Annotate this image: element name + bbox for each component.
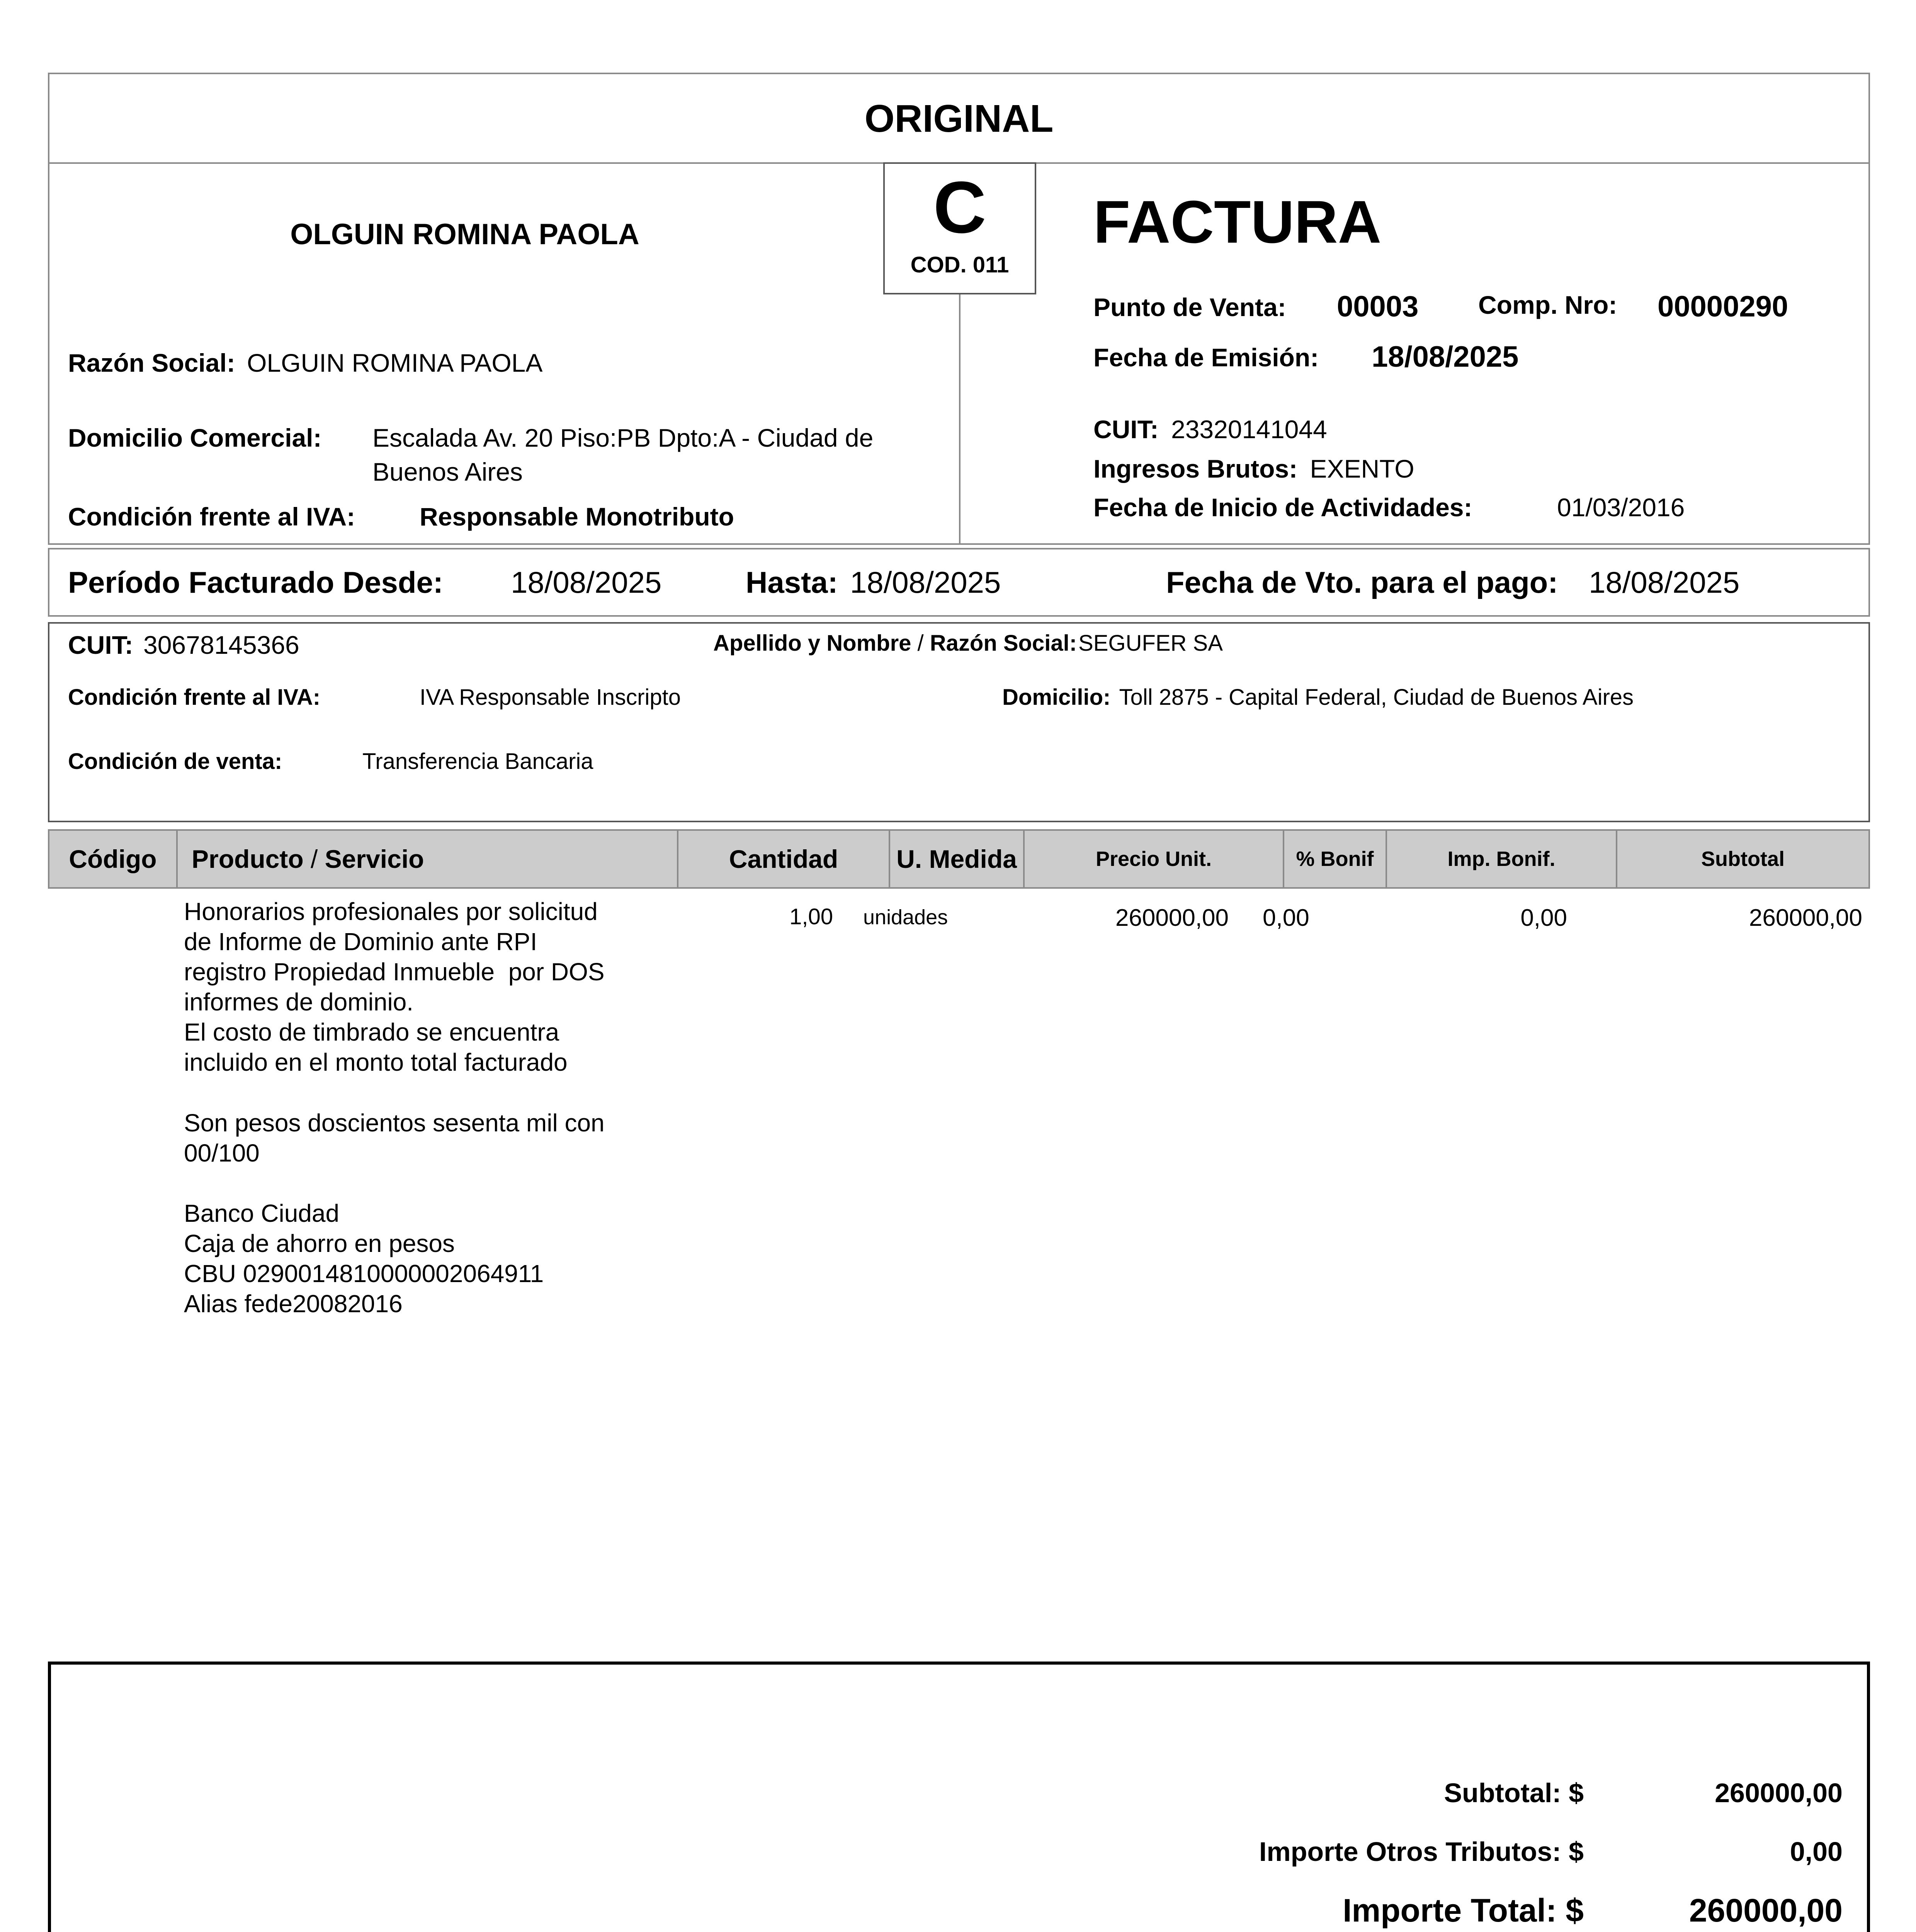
row-subtotal: 260000,00 <box>1749 905 1862 931</box>
col-codigo-label: Código <box>69 845 157 873</box>
col-bonif-pct-label: % Bonif <box>1296 847 1374 871</box>
condicion-venta-label: Condición de venta: <box>68 749 282 774</box>
issuer-iva-label: Condición frente al IVA: <box>68 502 355 531</box>
invoice-title: FACTURA <box>1093 189 1382 256</box>
importe-total-label: Importe Total: $ <box>1343 1892 1584 1929</box>
client-cuit-value: 30678145366 <box>143 631 299 659</box>
col-medida-label: U. Medida <box>896 845 1017 873</box>
punto-venta-value: 00003 <box>1337 290 1419 323</box>
totals-box <box>48 1662 1870 1932</box>
issuer-iva-value: Responsable Monotributo <box>420 502 734 531</box>
otros-tributos-label: Importe Otros Tributos: $ <box>1259 1837 1584 1867</box>
razon-social-row <box>68 349 542 378</box>
client-domicilio-label: Domicilio: <box>1002 685 1111 710</box>
issuer-name: OLGUIN ROMINA PAOLA <box>290 218 639 251</box>
client-cuit-row <box>68 631 299 660</box>
client-iva-label: Condición frente al IVA: <box>68 685 321 710</box>
issuer-cuit-label: CUIT: <box>1093 415 1159 444</box>
client-nombre-label: Apellido y Nombre <box>713 631 911 656</box>
row-imp-bonif: 0,00 <box>1520 905 1567 931</box>
importe-total-value: 260000,00 <box>1689 1892 1843 1929</box>
domicilio-label: Domicilio Comercial: <box>68 423 322 452</box>
col-producto-label-a: Producto <box>192 845 304 873</box>
col-producto-label-b: Servicio <box>325 845 424 873</box>
subtotal-label: Subtotal: $ <box>1444 1778 1584 1808</box>
condicion-venta-value: Transferencia Bancaria <box>362 749 593 774</box>
periodo-desde-value: 18/08/2025 <box>511 565 662 599</box>
razon-social-label: Razón Social: <box>68 349 235 377</box>
ingresos-brutos-label: Ingresos Brutos: <box>1093 454 1298 483</box>
col-subtotal <box>1616 829 1870 889</box>
col-cantidad <box>677 829 890 889</box>
client-cuit-label: CUIT: <box>68 631 133 659</box>
copy-label: ORIGINAL <box>864 97 1054 140</box>
ingresos-brutos-value: EXENTO <box>1310 454 1414 483</box>
inicio-actividades-label: Fecha de Inicio de Actividades: <box>1093 493 1472 522</box>
issuer-cuit-value: 23320141044 <box>1171 415 1327 444</box>
vto-pago-value: 18/08/2025 <box>1589 565 1740 599</box>
col-precio <box>1023 829 1284 889</box>
row-precio: 260000,00 <box>1115 905 1229 931</box>
domicilio-line1: Escalada Av. 20 Piso:PB Dpto:A - Ciudad de <box>372 423 874 452</box>
domicilio-line2: Buenos Aires <box>372 457 523 486</box>
inicio-actividades-value: 01/03/2016 <box>1557 493 1685 522</box>
invoice-letter: C <box>933 167 986 248</box>
client-nombre-label-sep: / <box>911 631 930 656</box>
client-iva-value: IVA Responsable Inscripto <box>420 685 681 710</box>
items-table-header <box>48 829 1870 889</box>
invoice-code: COD. 011 <box>910 252 1009 277</box>
col-codigo <box>48 829 178 889</box>
row-cantidad: 1,00 <box>789 904 833 929</box>
header-divider <box>959 294 961 545</box>
periodo-hasta-label: Hasta: <box>746 565 838 599</box>
ingresos-brutos-row <box>1093 454 1414 484</box>
fecha-emision-value: 18/08/2025 <box>1372 340 1519 373</box>
issuer-cuit-row <box>1093 415 1327 444</box>
col-producto <box>176 829 678 889</box>
client-nombre-row <box>713 631 1223 656</box>
col-medida <box>889 829 1025 889</box>
client-domicilio-value: Toll 2875 - Capital Federal, Ciudad de Buenos Aires <box>1119 685 1634 710</box>
row-bonif-pct: 0,00 <box>1263 905 1309 931</box>
client-nombre-value: SEGUFER SA <box>1078 631 1223 656</box>
otros-tributos-value: 0,00 <box>1790 1837 1843 1867</box>
razon-social-value: OLGUIN ROMINA PAOLA <box>247 349 543 377</box>
col-precio-label: Precio Unit. <box>1095 847 1212 871</box>
col-imp-bonif-label: Imp. Bonif. <box>1447 847 1556 871</box>
col-imp-bonif <box>1386 829 1617 889</box>
vto-pago-label: Fecha de Vto. para el pago: <box>1166 565 1558 599</box>
client-domicilio-row <box>1002 685 1634 711</box>
row-descripcion: Honorarios profesionales por solicitud de Informe de Dominio ante RPI registro Propiedad Inmueble por DOS informes de dominio. El costo de timbrado se encuentra incluido en el monto total facturado Son pesos doscientos sesenta mil con 00/100 Banco Ciudad Caja de ahorro en pesos CBU 0290014810000002064911 Alias fede20082016 <box>184 898 605 1318</box>
comp-nro-label: Comp. Nro: <box>1478 291 1617 319</box>
punto-venta-label: Punto de Venta: <box>1093 293 1286 321</box>
comp-nro-value: 00000290 <box>1658 290 1788 323</box>
col-subtotal-label: Subtotal <box>1701 847 1785 871</box>
periodo-hasta-value: 18/08/2025 <box>850 565 1001 599</box>
subtotal-value: 260000,00 <box>1715 1778 1843 1808</box>
col-producto-label-sep: / <box>303 845 325 873</box>
invoice-letter-box <box>883 162 1036 294</box>
row-medida: unidades <box>863 906 948 929</box>
fecha-emision-label: Fecha de Emisión: <box>1093 343 1319 372</box>
periodo-desde-label: Período Facturado Desde: <box>68 565 443 599</box>
col-cantidad-label: Cantidad <box>729 845 838 873</box>
client-razon-label: Razón Social: <box>930 631 1077 656</box>
col-bonif-pct <box>1283 829 1387 889</box>
